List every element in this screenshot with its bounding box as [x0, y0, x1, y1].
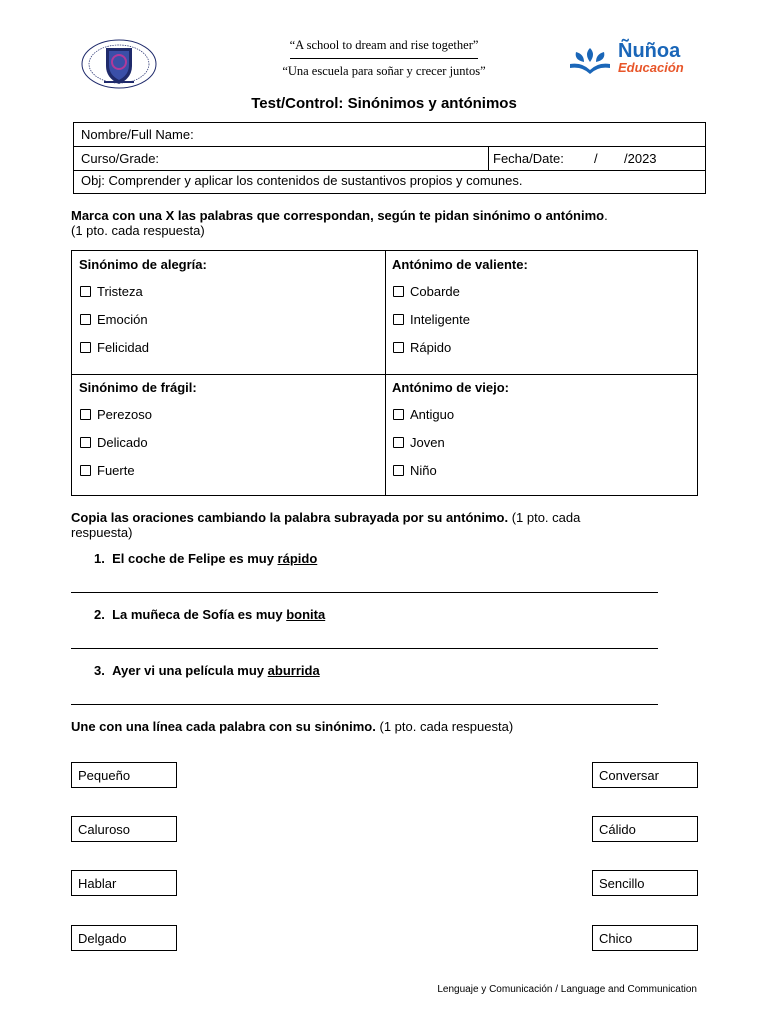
option-inteligente[interactable]: [393, 312, 470, 327]
checkbox-icon[interactable]: [393, 342, 404, 353]
option-felicidad[interactable]: [80, 340, 149, 355]
sentence-text: La muñeca de Sofía es muy: [112, 607, 287, 622]
grade-date-row: [74, 147, 705, 171]
option-label: Perezoso: [97, 407, 152, 422]
checkbox-icon[interactable]: [393, 314, 404, 325]
option-perezoso[interactable]: [80, 407, 152, 422]
checkbox-icon[interactable]: [80, 437, 91, 448]
answer-line-2[interactable]: [71, 648, 658, 649]
objective-row: [74, 171, 705, 193]
checkbox-icon[interactable]: [80, 314, 91, 325]
left-word-pequeno[interactable]: Pequeño: [71, 762, 177, 788]
brand-name: Ñuñoa: [618, 40, 681, 62]
checkbox-icon[interactable]: [393, 286, 404, 297]
sentence-text: El coche de Felipe es muy: [112, 551, 278, 566]
synonym-antonym-grid: [71, 250, 698, 496]
option-fuerte[interactable]: [80, 463, 135, 478]
sentence-number: 1.: [94, 551, 105, 566]
section1-period: .: [604, 208, 608, 223]
slogan-english: “A school to dream and rise together”: [289, 38, 479, 52]
option-label: Rápido: [410, 340, 452, 355]
underlined-word: rápido: [277, 551, 318, 566]
option-antiguo[interactable]: [393, 407, 454, 422]
left-word-delgado[interactable]: Delgado: [71, 925, 177, 951]
objective-text: Obj: Comprender y aplicar los contenidos de sustantivos propios y comunes.: [81, 173, 523, 188]
sentence-text: Ayer vi una película muy: [112, 663, 268, 678]
grade-label: Curso/Grade:: [81, 151, 160, 166]
cell-viejo-title: Antónimo de viejo:: [392, 380, 509, 395]
cell-alegria-title: Sinónimo de alegría:: [79, 257, 207, 272]
brand-subtitle: Educación: [618, 60, 684, 75]
name-label: Nombre/Full Name:: [81, 127, 194, 142]
option-label: Delicado: [97, 435, 148, 450]
date-label: Fecha/Date:: [493, 151, 564, 166]
cell-valiente-title: Antónimo de valiente:: [392, 257, 528, 272]
section2-points-a: (1 pto. cada: [511, 510, 581, 525]
grid-horizontal-divider: [72, 374, 697, 375]
section3-points: (1 pto. cada respuesta): [379, 719, 514, 734]
option-label: Tristeza: [97, 284, 143, 299]
section3-instruction-text: Une con una línea cada palabra con su sinónimo.: [71, 719, 376, 734]
option-label: Joven: [410, 435, 445, 450]
footer-subject: Lenguaje y Comunicación / Language and Communication: [437, 984, 697, 995]
name-row: [74, 123, 705, 147]
book-leaves-icon: [566, 42, 614, 76]
student-info-table: [73, 122, 706, 194]
option-nino[interactable]: [393, 463, 437, 478]
date-year: /2023: [624, 151, 657, 166]
option-label: Niño: [410, 463, 437, 478]
document-title: Test/Control: Sinónimos y antónimos: [251, 95, 517, 112]
grid-vertical-divider: [385, 251, 386, 495]
answer-line-1[interactable]: [71, 592, 658, 593]
option-cobarde[interactable]: [393, 284, 460, 299]
section3-instruction: [71, 719, 513, 734]
cell-fragil-title: Sinónimo de frágil:: [79, 380, 197, 395]
section1-points: (1 pto. cada respuesta): [71, 223, 205, 238]
option-tristeza[interactable]: [80, 284, 143, 299]
sentence-number: 2.: [94, 607, 105, 622]
option-joven[interactable]: [393, 435, 445, 450]
section2-instruction-text: Copia las oraciones cambiando la palabra subrayada por su antónimo.: [71, 510, 509, 525]
option-label: Inteligente: [410, 312, 470, 327]
checkbox-icon[interactable]: [393, 465, 404, 476]
checkbox-icon[interactable]: [80, 465, 91, 476]
slogan-spanish: “Una escuela para soñar y crecer juntos”: [282, 64, 486, 78]
option-label: Cobarde: [410, 284, 460, 299]
right-word-conversar[interactable]: Conversar: [592, 762, 698, 788]
checkbox-icon[interactable]: [393, 409, 404, 420]
checkbox-icon[interactable]: [80, 409, 91, 420]
slogan-divider: [290, 58, 478, 59]
option-emocion[interactable]: [80, 312, 148, 327]
checkbox-icon[interactable]: [80, 342, 91, 353]
sentence-1: [94, 551, 317, 566]
option-delicado[interactable]: [80, 435, 148, 450]
checkbox-icon[interactable]: [80, 286, 91, 297]
right-word-calido[interactable]: Cálido: [592, 816, 698, 842]
answer-line-3[interactable]: [71, 704, 658, 705]
right-word-chico[interactable]: Chico: [592, 925, 698, 951]
option-label: Emoción: [97, 312, 148, 327]
section2-points-b: respuesta): [71, 525, 133, 540]
left-word-caluroso[interactable]: Caluroso: [71, 816, 177, 842]
option-rapido[interactable]: [393, 340, 451, 355]
option-label: Antiguo: [410, 407, 455, 422]
grade-date-divider: [488, 147, 489, 171]
underlined-word: bonita: [286, 607, 326, 622]
section2-instruction: [71, 510, 580, 540]
section1-instruction: [71, 208, 608, 238]
option-label: Felicidad: [97, 340, 150, 355]
sentence-number: 3.: [94, 663, 105, 678]
sentence-3: [94, 663, 320, 678]
right-word-sencillo[interactable]: Sencillo: [592, 870, 698, 896]
sentence-2: [94, 607, 325, 622]
checkbox-icon[interactable]: [393, 437, 404, 448]
date-separator: /: [594, 151, 598, 166]
section1-instruction-text: Marca con una X las palabras que correspondan, según te pidan sinónimo o antónimo: [71, 208, 605, 223]
underlined-word: aburrida: [267, 663, 320, 678]
option-label: Fuerte: [97, 463, 135, 478]
left-word-hablar[interactable]: Hablar: [71, 870, 177, 896]
